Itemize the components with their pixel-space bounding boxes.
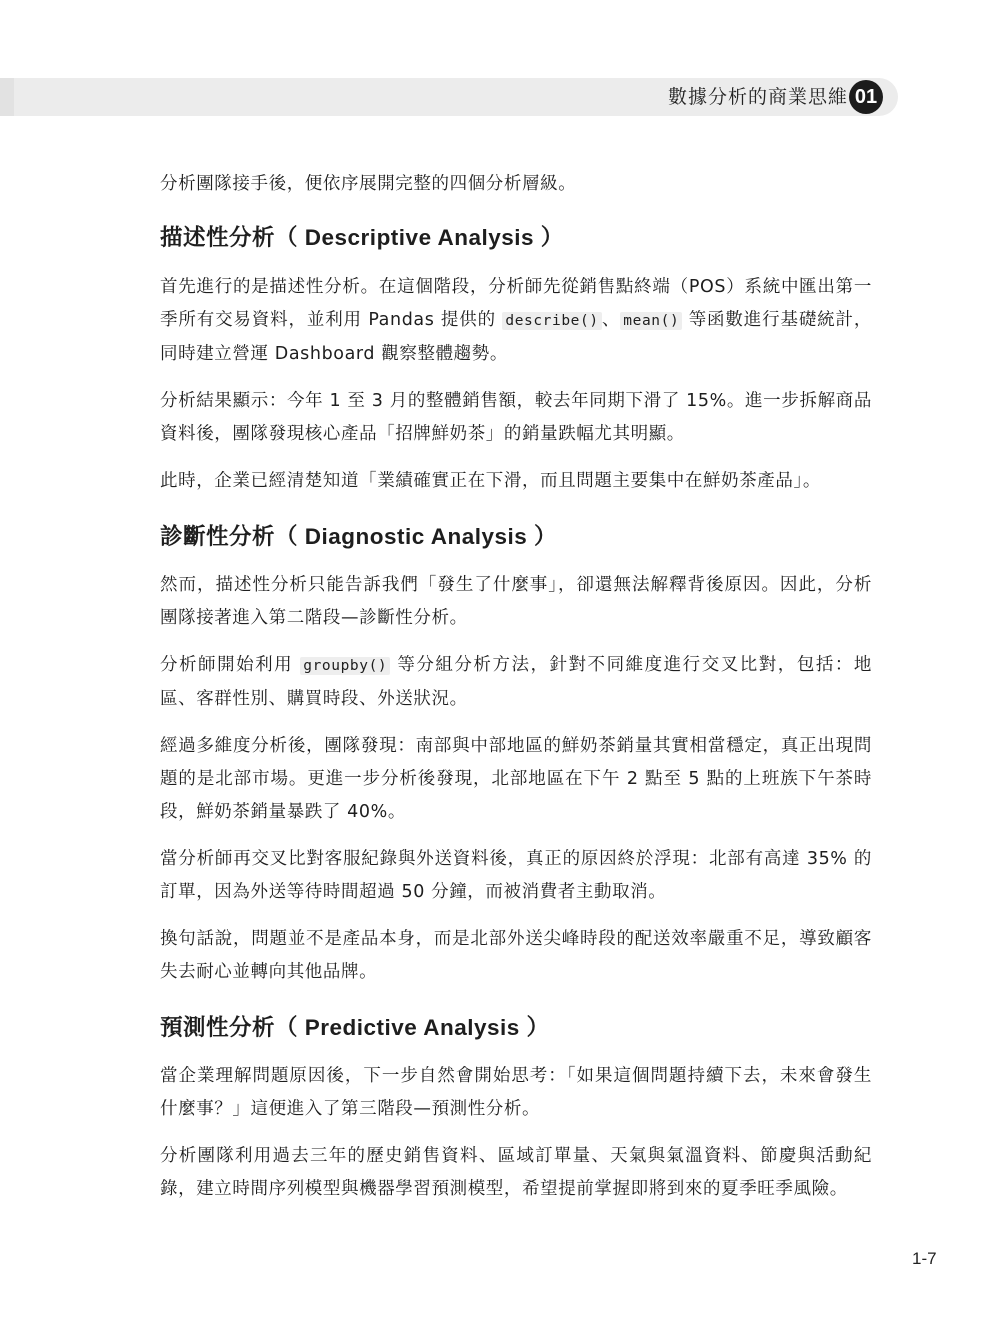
- page-number: 1-7: [912, 1249, 937, 1268]
- section-heading-descriptive: [160, 219, 872, 257]
- inline-code: mean(): [620, 312, 682, 330]
- chapter-number-badge: 01: [849, 80, 883, 114]
- text-run: 分析師開始利用: [160, 655, 301, 675]
- paragraph: 經過多維度分析後，團隊發現：南部與中部地區的鮮奶茶銷量其實相當穩定，真正出現問題的是北部市場。更進一步分析後發現，北部地區在下午 2 點至 5 點的上班族下午茶時段，鮮奶茶銷量暴跌了 40%。: [160, 736, 872, 822]
- intro-paragraph: 分析團隊接手後，便依序展開完整的四個分析層級。: [160, 174, 577, 194]
- heading-zh: 診斷性分析: [160, 524, 276, 550]
- text-run: 等函數進行基礎統計，同時建立營運 Dashboard 觀察整體趨勢。: [160, 310, 872, 364]
- heading-en: （ Descriptive Analysis ）: [275, 225, 564, 250]
- text-run: 等分組分析方法，針對不同維度進行交叉比對，包括：地區、客群性別、購買時段、外送狀況。: [160, 655, 872, 709]
- heading-en: （ Diagnostic Analysis ）: [275, 524, 557, 549]
- text-run: 首先進行的是描述性分析。在這個階段，分析師先從銷售點終端（POS）系統中匯出第一季所有交易資料，並利用 Pandas 提供的: [160, 277, 872, 330]
- paragraph: 當企業理解問題原因後，下一步自然會開始思考：「如果這個問題持續下去，未來會發生什麼事？」這便進入了第三階段—預測性分析。: [160, 1066, 872, 1119]
- heading-zh: 預測性分析: [160, 1015, 276, 1041]
- header-stripe: [0, 78, 14, 116]
- paragraph: [160, 649, 872, 716]
- paragraph: 然而，描述性分析只能告訴我們「發生了什麼事」，卻還無法解釋背後原因。因此，分析團隊接著進入第二階段—診斷性分析。: [160, 575, 872, 628]
- paragraph: 當分析師再交叉比對客服紀錄與外送資料後，真正的原因終於浮現：北部有高達 35% 的訂單，因為外送等待時間超過 50 分鐘，而被消費者主動取消。: [160, 849, 872, 902]
- section-heading-diagnostic: [160, 518, 872, 556]
- section-heading-predictive: [160, 1009, 872, 1047]
- page-content: [160, 168, 872, 1206]
- inline-code: describe(): [502, 312, 601, 330]
- paragraph: 換句話說，問題並不是產品本身，而是北部外送尖峰時段的配送效率嚴重不足，導致顧客失去耐心並轉向其他品牌。: [160, 929, 872, 982]
- paragraph: [160, 271, 872, 371]
- heading-en: （ Predictive Analysis ）: [275, 1015, 550, 1040]
- text-run: 、: [601, 310, 621, 330]
- paragraph: 此時，企業已經清楚知道「業績確實正在下滑，而且問題主要集中在鮮奶茶產品」。: [160, 471, 821, 491]
- paragraph: 分析團隊利用過去三年的歷史銷售資料、區域訂單量、天氣與氣溫資料、節慶與活動紀錄，建立時間序列模型與機器學習預測模型，希望提前掌握即將到來的夏季旺季風險。: [160, 1146, 872, 1199]
- paragraph: 分析結果顯示：今年 1 至 3 月的整體銷售額，較去年同期下滑了 15%。進一步拆解商品資料後，團隊發現核心產品「招牌鮮奶茶」的銷量跌幅尤其明顯。: [160, 391, 872, 444]
- heading-zh: 描述性分析: [160, 225, 276, 251]
- inline-code: groupby(): [300, 657, 390, 675]
- chapter-title: 數據分析的商業思維: [667, 86, 848, 108]
